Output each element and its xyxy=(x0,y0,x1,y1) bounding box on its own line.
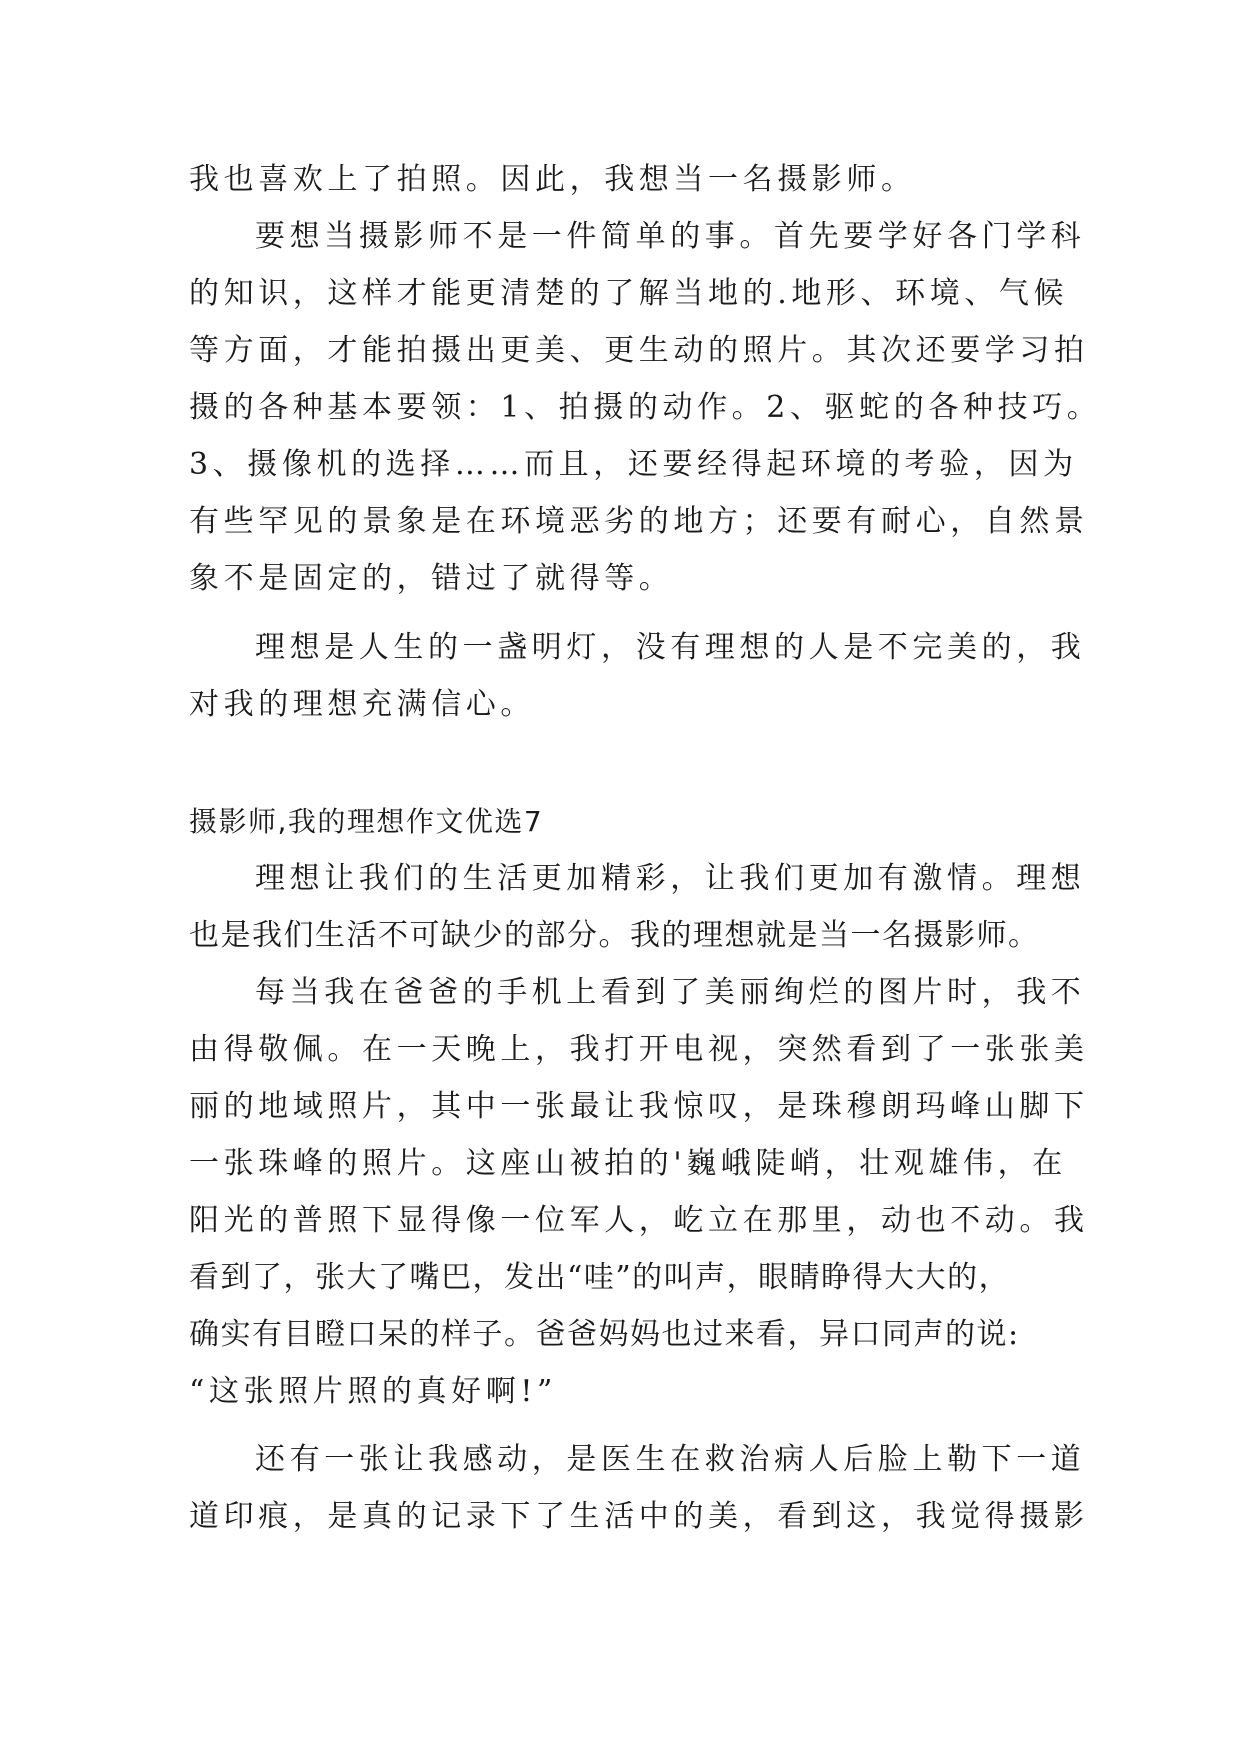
text-line: 对我的理想充满信心。 xyxy=(189,687,535,722)
text-line: 道印痕，是真的记录下了生活中的美，看到这，我觉得摄影 xyxy=(189,1499,1089,1534)
text-line: 摄的各种基本要领：1、拍摄的动作。2、驱蛇的各种技巧。 xyxy=(189,390,1102,425)
text-line: 的知识，这样才能更清楚的了解当地的.地形、环境、气候 xyxy=(189,276,1069,311)
paragraph-start: 理想是人生的一盏明灯，没有理想的人是不完美的，我 xyxy=(255,630,1086,665)
text-line: 3、摄像机的选择……而且，还要经得起环境的考验，因为 xyxy=(189,447,1078,482)
text-line: 我也喜欢上了拍照。因此，我想当一名摄影师。 xyxy=(189,162,916,197)
text-line: 等方面，才能拍摄出更美、更生动的照片。其次还要学习拍 xyxy=(189,333,1089,368)
paragraph-start: 还有一张让我感动，是医生在救治病人后脸上勒下一道 xyxy=(255,1442,1086,1477)
text-line: 看到了，张大了嘴巴，发出“哇”的叫声，眼睛睁得大大的， xyxy=(189,1260,1011,1295)
paragraph-start: 要想当摄影师不是一件简单的事。首先要学好各门学科 xyxy=(255,219,1086,254)
text-line: 也是我们生活不可缺少的部分。我的理想就是当一名摄影师。 xyxy=(189,918,1040,953)
section-heading: 摄影师,我的理想作文优选7 xyxy=(189,805,544,838)
text-line: 丽的地域照片，其中一张最让我惊叹，是珠穆朗玛峰山脚下 xyxy=(189,1089,1089,1124)
text-line: 由得敬佩。在一天晚上，我打开电视，突然看到了一张张美 xyxy=(189,1032,1089,1067)
text-line: 有些罕见的景象是在环境恶劣的地方；还要有耐心，自然景 xyxy=(189,504,1089,539)
text-line: “这张照片照的真好啊!” xyxy=(189,1374,557,1409)
text-line: 一张珠峰的照片。这座山被拍的'巍峨陡峭，壮观雄伟，在 xyxy=(189,1146,1067,1181)
text-line: 象不是固定的，错过了就得等。 xyxy=(189,561,674,596)
text-line: 确实有目瞪口呆的样子。爸爸妈妈也过来看，异口同声的说: xyxy=(189,1317,1020,1352)
text-line: 阳光的普照下显得像一位军人，屹立在那里，动也不动。我 xyxy=(189,1203,1089,1238)
paragraph-start: 理想让我们的生活更加精彩，让我们更加有激情。理想 xyxy=(255,861,1086,896)
paragraph-start: 每当我在爸爸的手机上看到了美丽绚烂的图片时，我不 xyxy=(255,975,1086,1010)
